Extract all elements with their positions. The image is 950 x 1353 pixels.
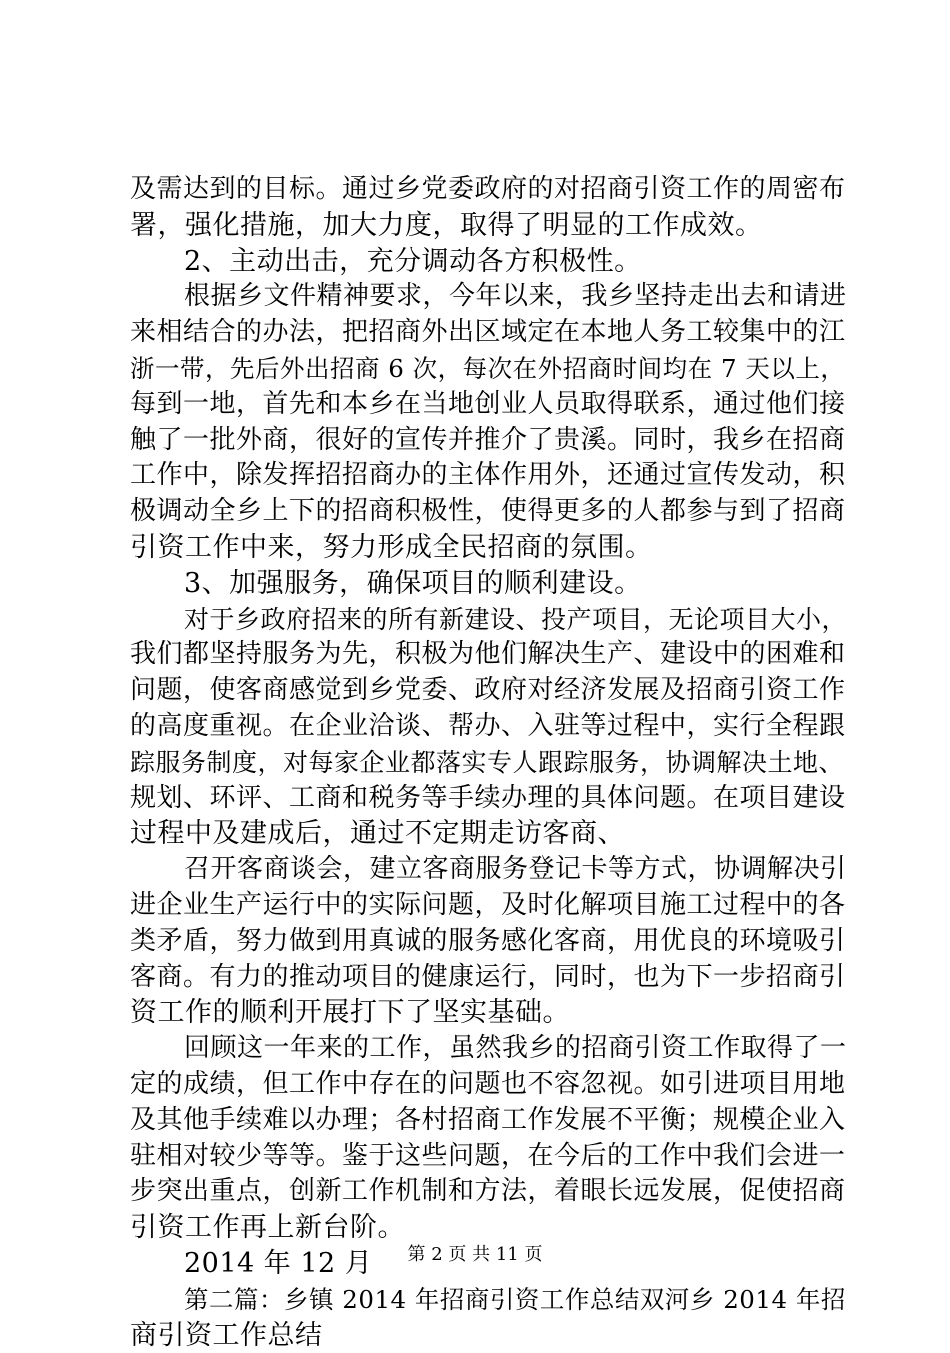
text-line: 来相结合的办法，把招商外出区域定在本地人务工较集中的江 [130,315,850,351]
text-line: 浙一带，先后外出招商 6 次，每次在外招商时间均在 7 天以上， [130,351,850,387]
text-line: 工作中，除发挥招招商办的主体作用外，还通过宣传发动，积 [130,458,850,494]
text-line: 的高度重视。在企业洽谈、帮办、入驻等过程中，实行全程跟 [130,709,850,745]
text-line: 步突出重点，创新工作机制和方法，着眼长远发展，促使招商 [130,1174,850,1210]
text-line: 每到一地，首先和本乡在当地创业人员取得联系，通过他们接 [130,387,850,423]
text-line: 类矛盾，努力做到用真诚的服务感化客商，用优良的环境吸引 [130,924,850,960]
text-line: 踪服务制度，对每家企业都落实专人跟踪服务，协调解决土地、 [130,745,850,781]
text-line: 2、主动出击，充分调动各方积极性。 [130,244,850,280]
text-line: 过程中及建成后，通过不定期走访客商、 [130,816,850,852]
text-line: 根据乡文件精神要求，今年以来，我乡坚持走出去和请进 [130,279,850,315]
text-line: 触了一批外商，很好的宣传并推介了贵溪。同时，我乡在招商 [130,423,850,459]
text-line: 及其他手续难以办理；各村招商工作发展不平衡；规模企业入 [130,1103,850,1139]
text-line: 引资工作中来，努力形成全民招商的氛围。 [130,530,850,566]
text-line: 资工作的顺利开展打下了坚实基础。 [130,995,850,1031]
text-line: 规划、环评、工商和税务等手续办理的具体问题。在项目建设 [130,781,850,817]
text-line: 引资工作再上新台阶。 [130,1210,850,1246]
text-line: 及需达到的目标。通过乡党委政府的对招商引资工作的周密布 [130,172,850,208]
text-line: 召开客商谈会，建立客商服务登记卡等方式，协调解决引 [130,852,850,888]
text-line: 问题，使客商感觉到乡党委、政府对经济发展及招商引资工作 [130,673,850,709]
text-line: 2014 年 12 月 [130,1246,850,1282]
text-line: 我们都坚持服务为先，积极为他们解决生产、建设中的困难和 [130,637,850,673]
text-line: 定的成绩，但工作中存在的问题也不容忽视。如引进项目用地 [130,1067,850,1103]
text-line: 客商。有力的推动项目的健康运行，同时，也为下一步招商引 [130,960,850,996]
text-line: 署，强化措施，加大力度，取得了明显的工作成效。 [130,208,850,244]
text-line: 驻相对较少等等。鉴于这些问题，在今后的工作中我们会进一 [130,1139,850,1175]
text-line: 3、加强服务，确保项目的顺利建设。 [130,566,850,602]
text-line: 第二篇：乡镇 2014 年招商引资工作总结双河乡 2014 年招 [130,1282,850,1318]
text-line: 商引资工作总结 [130,1318,850,1353]
text-line: 极调动全乡上下的招商积极性，使得更多的人都参与到了招商 [130,494,850,530]
text-line: 回顾这一年来的工作，虽然我乡的招商引资工作取得了一 [130,1031,850,1067]
document-body [130,172,850,1353]
text-line: 对于乡政府招来的所有新建设、投产项目，无论项目大小， [130,602,850,638]
page-number-footer: 第 2 页 共 11 页 [0,1243,950,1267]
text-line: 进企业生产运行中的实际问题，及时化解项目施工过程中的各 [130,888,850,924]
